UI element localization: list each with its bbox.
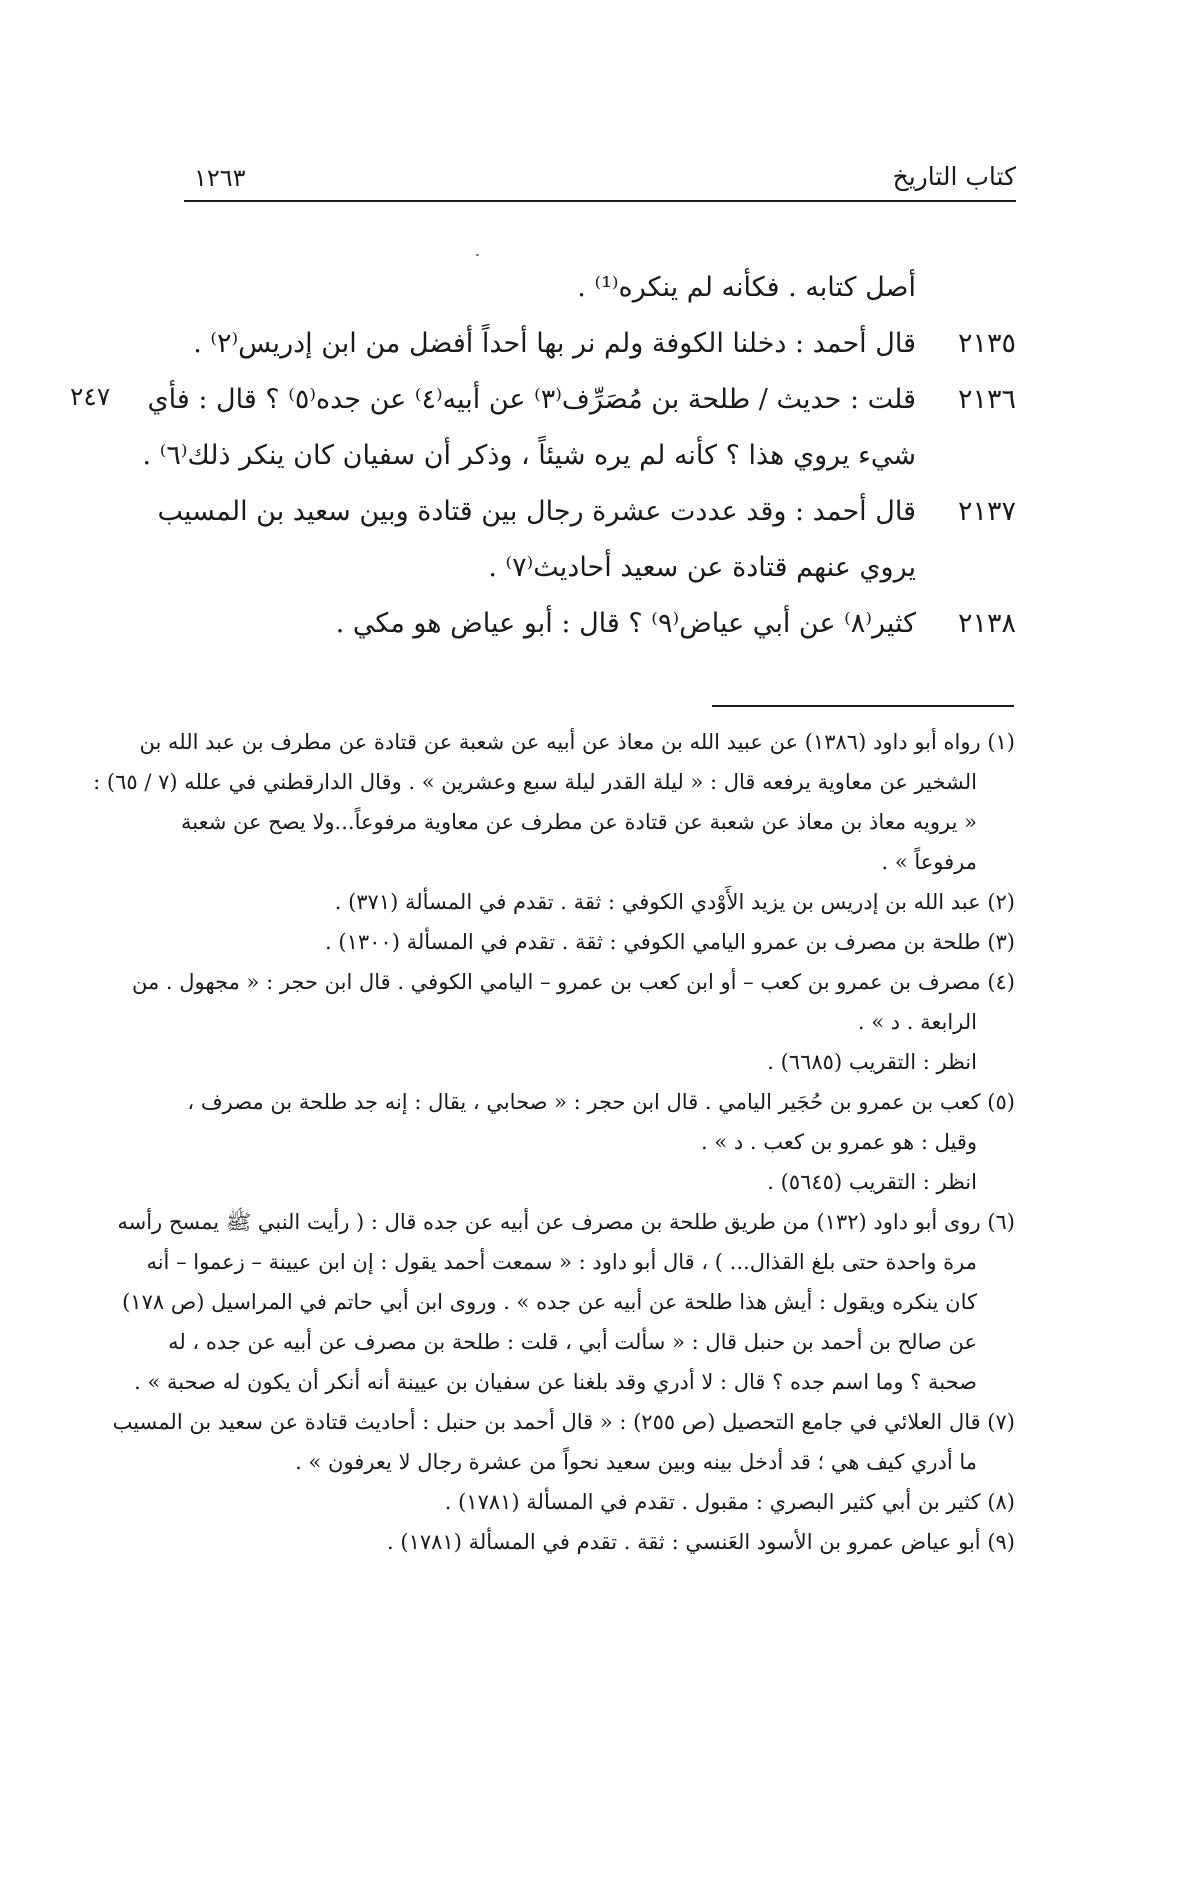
main-text [142, 260, 1016, 652]
line-text: يروي عنهم قتادة عن سعيد أحاديث⁽٧⁾ . [488, 552, 916, 583]
footnote-line: مرة واحدة حتى بلغ القذال... ) ، قال أبو داود : « سمعت أحمد يقول : إن ابن عيينة – زعموا – أنه [146, 1250, 977, 1274]
text-line [142, 428, 1016, 484]
footnote-line: وقيل : هو عمرو بن كعب . د » . [700, 1130, 977, 1154]
footnote-line: (٥) كعب بن عمرو بن حُجَير اليامي . قال ابن حجر : « صحابي ، يقال : إنه جد طلحة بن مصرف ، [187, 1090, 1015, 1114]
paragraph-number: ٢١٣٧ [957, 496, 1016, 527]
header-rule [184, 200, 1016, 202]
footnote-line: (١) رواه أبو داود (١٣٨٦) عن عبيد الله بن معاذ عن أبيه عن شعبة عن قتادة عن مطرف بن عبد الله بن [139, 730, 1015, 754]
book-title: كتاب التاريخ [892, 162, 1016, 191]
footnote-line: (٤) مصرف بن عمرو بن كعب – أو ابن كعب بن عمرو – اليامي الكوفي . قال ابن حجر : « مجهول . من [132, 970, 1015, 994]
margin-folio-number: ٢٤٧ [70, 382, 111, 411]
footnote-rule [712, 705, 1014, 707]
line-text: أصل كتابه . فكأنه لم ينكره⁽¹⁾ . [577, 272, 916, 303]
text-line [184, 540, 1016, 596]
footnote-line: مرفوعاً » . [881, 850, 977, 874]
footnote-line: كان ينكره ويقول : أيش هذا طلحة عن أبيه عن جده » . وروى ابن أبي حاتم في المراسيل (ص ١٧٨) [122, 1290, 977, 1314]
line-text: شيء يروي هذا ؟ كأنه لم يره شيئاً ، وذكر أن سفيان كان ينكر ذلك⁽٦⁾ . [142, 440, 916, 471]
footnote-line: الشخير عن معاوية يرفعه قال : « ليلة القدر ليلة سبع وعشرين » . وقال الدارقطني في علله (٧ / ٦٥) : [93, 770, 977, 794]
text-line [184, 596, 1016, 652]
footnote-line: (٢) عبد الله بن إدريس بن يزيد الأَوْدي الكوفي : ثقة . تقدم في المسألة (٣٧١) . [334, 890, 1015, 914]
scan-speck [476, 254, 479, 256]
footnote-line: الرابعة . د » . [857, 1010, 977, 1034]
footnote-line: عن صالح بن أحمد بن حنبل قال : « سألت أبي ، قلت : طلحة بن مصرف عن أبيه عن جده ، له [168, 1330, 977, 1354]
text-line [184, 316, 1016, 372]
footnote-line: (٧) قال العلائي في جامع التحصيل (ص ٢٥٥) : « قال أحمد بن حنبل : أحاديث قتادة عن سعيد بن المسيب [112, 1410, 1015, 1434]
footnote-line: انظر : التقريب (٦٦٨٥) . [767, 1050, 977, 1074]
footnote-line: ما أدري كيف هي ؛ قد أدخل بينه وبين سعيد نحواً من عشرة رجال لا يعرفون » . [295, 1450, 977, 1474]
paragraph-number: ٢١٣٨ [957, 608, 1016, 639]
paragraph-number: ٢١٣٦ [957, 384, 1016, 415]
footnote-line: صحبة ؟ وما اسم جده ؟ قال : لا أدري وقد بلغنا عن سفيان بن عيينة أنه أنكر أن يكون له صحبة » . [134, 1370, 977, 1394]
footnote-line: (٨) كثير بن أبي كثير البصري : مقبول . تقدم في المسألة (١٧٨١) . [444, 1490, 1015, 1514]
running-header [184, 162, 1016, 196]
line-text: كثير⁽٨⁾ عن أبي عياض⁽٩⁾ ؟ قال : أبو عياض هو مكي . [335, 608, 916, 639]
page-number: ١٢٦٣ [194, 164, 246, 192]
footnote-line: (٦) روى أبو داود (١٣٢) من طريق طلحة بن مصرف عن أبيه عن جده قال : ( رأيت النبي ﷺ يمسح رأسه [117, 1210, 1015, 1234]
footnote-line: انظر : التقريب (٥٦٤٥) . [767, 1170, 977, 1194]
line-text: قال أحمد : دخلنا الكوفة ولم نر بها أحداً أفضل من ابن إدريس⁽٢⁾ . [193, 328, 916, 359]
paragraph-number: ٢١٣٥ [957, 328, 1016, 359]
footnotes [93, 722, 1015, 1562]
text-line [157, 484, 1016, 540]
line-text: قال أحمد : وقد عددت عشرة رجال بين قتادة وبين سعيد بن المسيب [157, 496, 916, 527]
text-line [147, 372, 1016, 428]
footnote-line: « يرويه معاذ بن معاذ عن شعبة عن قتادة عن مطرف عن معاوية مرفوعاً...ولا يصح عن شعبة [180, 810, 977, 834]
footnote-line: (٣) طلحة بن مصرف بن عمرو اليامي الكوفي : ثقة . تقدم في المسألة (١٣٠٠) . [325, 930, 1015, 954]
footnote-line: (٩) أبو عياض عمرو بن الأسود العَنسي : ثقة . تقدم في المسألة (١٧٨١) . [387, 1530, 1015, 1554]
text-line [184, 260, 1016, 316]
line-text: قلت : حديث / طلحة بن مُصَرِّف⁽٣⁾ عن أبيه⁽٤⁾ عن جده⁽٥⁾ ؟ قال : فأي [147, 384, 916, 415]
